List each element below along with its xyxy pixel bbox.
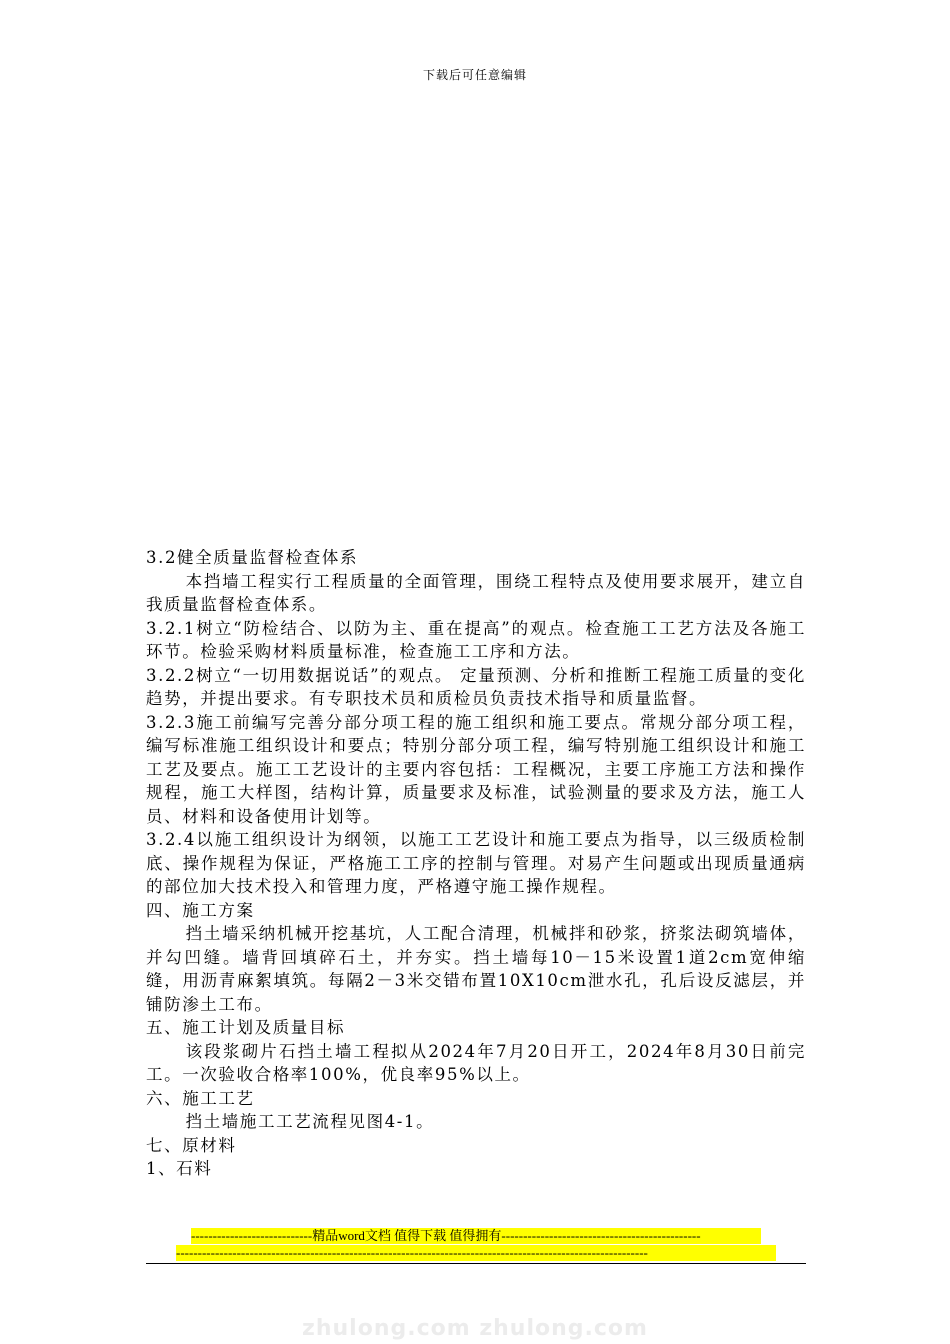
document-body — [146, 546, 806, 1181]
header-note: 下载后可任意编辑 — [422, 68, 527, 82]
footer-rule — [146, 1263, 806, 1264]
footer-banner-line2: ------------------------------------------------------------------------------------------------------------- — [176, 1245, 776, 1261]
paragraph: 1、石料 — [146, 1159, 213, 1178]
paragraph: 3.2健全质量监督检查体系 — [146, 548, 359, 567]
watermark: zhulong.com zhulong.com — [302, 1316, 648, 1341]
paragraph: 3.2.3施工前编写完善分部分项工程的施工组织和施工要点。常规分部分项工程，编写标准施工组织设计和要点；特别分部分项工程，编写特别施工组织设计和施工工艺及要点。施工工艺设计的主要内容包括：工程概况，主要工序施工方法和操作规程，施工大样图，结构计算，质量要求及标准，试验测量的要求及方法，施工人员、材料和设备使用计划等。 — [146, 712, 806, 826]
paragraph: 3.2.2树立“一切用数据说话”的观点。 定量预测、分析和推断工程施工质量的变化趋势，并提出要求。有专职技术员和质检员负责技术指导和质量监督。 — [146, 665, 806, 708]
paragraph: 挡土墙施工工艺流程见图4-1。 — [185, 1112, 435, 1131]
paragraph: 3.2.4以施工组织设计为纲领，以施工工艺设计和施工要点为指导，以三级质检制底、操作规程为保证，严格施工工序的控制与管理。对易产生问题或出现质量通病的部位加大技术投入和管理力度，严格遵守施工操作规程。 — [146, 830, 806, 896]
paragraph: 本挡墙工程实行工程质量的全面管理，围绕工程特点及使用要求展开，建立自我质量监督检查体系。 — [146, 571, 806, 614]
paragraph: 四、施工方案 — [146, 900, 255, 920]
paragraph: 六、施工工艺 — [146, 1088, 255, 1108]
paragraph: 五、施工计划及质量目标 — [146, 1018, 346, 1037]
paragraph: 3.2.1树立“防检结合、以防为主、重在提高”的观点。检查施工工艺方法及各施工环节。检验采购材料质量标准，检查施工工序和方法。 — [146, 618, 806, 661]
paragraph: 该段浆砌片石挡土墙工程拟从2024年7月20日开工，2024年8月30日前完工。一次验收合格率100%，优良率95%以上。 — [146, 1041, 806, 1084]
paragraph: 挡土墙采纳机械开挖基坑，人工配合清理，机械拌和砂浆，挤浆法砌筑墙体，并勾凹缝。墙背回填碎石土，并夯实。挡土墙每10－15米设置1道2cm宽伸缩缝，用沥青麻絮填筑。每隔2－3米交错布置10X10cm泄水孔，孔后设反滤层，并铺防渗土工布。 — [146, 924, 806, 1014]
paragraph: 七、原材料 — [146, 1135, 237, 1155]
footer-banner-line1: ----------------------------精品word文档 值得下载 值得拥有---------------------------------------------- — [191, 1228, 761, 1244]
